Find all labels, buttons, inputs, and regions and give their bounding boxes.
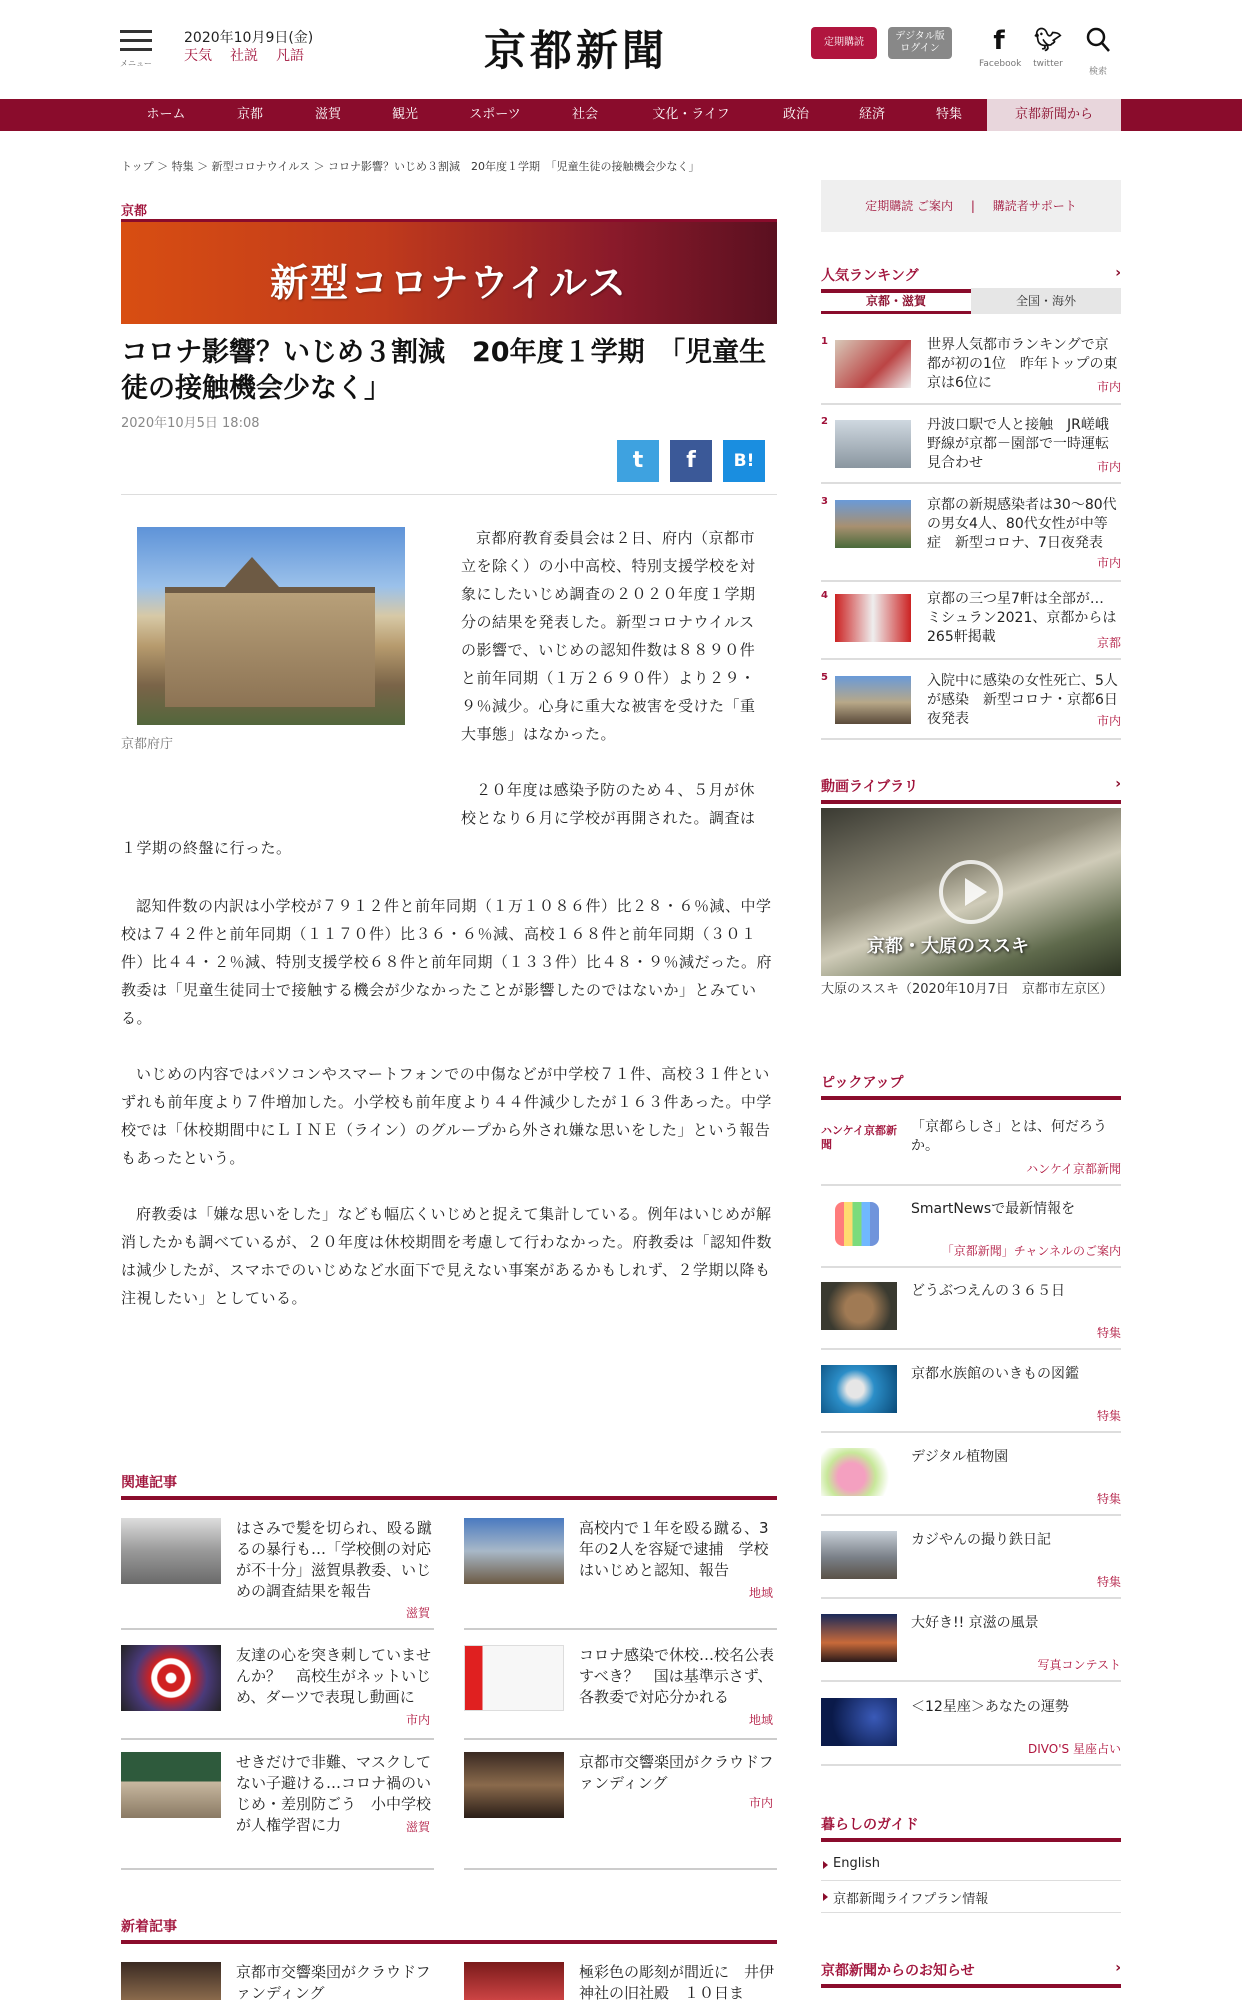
related-item-6[interactable]: 京都市交響楽団がクラウドファンディング: [579, 1753, 774, 1792]
pickup-item-2[interactable]: SmartNewsで最新情報を 「京都新聞」チャンネルのご案内: [821, 1200, 1121, 1260]
twitter-button[interactable]: [1028, 26, 1068, 69]
date-box: [184, 29, 322, 65]
related-tag-3: 市内: [406, 1713, 431, 1727]
chevron-right-icon: ›: [1115, 265, 1121, 281]
ranking-tabs: [821, 288, 1121, 314]
menu-label: メニュー: [120, 59, 152, 68]
new-thumb-1[interactable]: [121, 1962, 221, 2000]
related-tag-4: 地域: [749, 1713, 774, 1727]
related-thumb-6[interactable]: [464, 1752, 564, 1818]
facebook-label: Facebook: [979, 59, 1022, 69]
pickup-item-7[interactable]: 大好き!! 京滋の風景 写真コンテスト: [821, 1614, 1121, 1674]
paragraph-5: 府教委は「嫌な思いをした」なども幅広くいじめと捉えて集計している。例年はいじめが解消したかも調べているが、２０年度は休校期間を考慮して行わなかった。府教委は「認知件数は減少したが、スマホでのいじめなど水面下で見えない事案があるかもしれず、２学期以降も注視したい」としている。: [121, 1205, 773, 1307]
photo-caption: 京都府庁: [121, 737, 174, 752]
new-articles-heading: 新着記事: [121, 1916, 777, 1944]
living-guide-heading: 暮らしのガイド: [821, 1814, 1121, 1842]
weather-link[interactable]: 天気: [184, 48, 212, 64]
divider: [121, 494, 777, 495]
nav-home[interactable]: ホーム: [146, 107, 186, 122]
pickup-item-5[interactable]: デジタル植物園 特集: [821, 1448, 1121, 1508]
tab-national-world[interactable]: 全国・海外: [971, 288, 1121, 314]
related-thumb-4[interactable]: [464, 1645, 564, 1711]
digital-label: デジタル版: [895, 31, 945, 42]
twitter-share-icon: t: [632, 448, 644, 473]
related-tag-6: 市内: [749, 1796, 774, 1810]
site-header: [0, 0, 1242, 99]
divider: [821, 1880, 1121, 1881]
nav-society[interactable]: 社会: [571, 107, 598, 122]
divider: [464, 1868, 777, 1870]
new-item-2[interactable]: 極彩色の彫刻が間近に 井伊神社の旧社殿 １０日ま: [579, 1963, 775, 2000]
notices-heading[interactable]: 京都新聞からのお知らせ ›: [821, 1960, 1121, 1988]
search-icon: [1078, 26, 1118, 61]
nav-shiga[interactable]: 滋賀: [314, 107, 341, 122]
video-player[interactable]: [821, 808, 1121, 976]
publish-date: 2020年10月5日 18:08: [121, 416, 260, 431]
ranking-item-2[interactable]: 2 丹波口駅で人と接触 JR嵯峨野線が京都－園部で一時運転見合わせ 市内: [821, 416, 1121, 478]
editorial-link[interactable]: 社説: [230, 48, 258, 64]
section-label[interactable]: 京都: [121, 204, 148, 219]
divider: [464, 1738, 777, 1740]
subscription-box: [821, 180, 1121, 232]
related-thumb-3[interactable]: [121, 1645, 221, 1711]
pickup-item-3[interactable]: どうぶつえんの３６５日 特集: [821, 1282, 1121, 1342]
guide-lifeplan-link[interactable]: 京都新聞ライフプラン情報: [821, 1888, 1121, 1907]
related-tag-1: 滋賀: [406, 1606, 431, 1620]
facebook-button[interactable]: [979, 26, 1022, 69]
twitter-label: twitter: [1033, 59, 1063, 69]
breadcrumb[interactable]: トップ ＞ 特集 ＞ 新型コロナウイルス ＞ コロナ影響？いじめ３割減 20年度１学期 「児童生徒の接触機会少なく」: [121, 160, 700, 173]
ranking-item-5[interactable]: 5 入院中に感染の女性死亡、5人が感染 新型コロナ・京都6日夜発表 市内: [821, 672, 1121, 734]
paragraph-3: 認知件数の内訳は小学校が７９１２件と前年同期（１万１０８６件）比２８・６％減、中学校は７４２件と前年同期（１１７０件）比３６・６％減、高校１６８件と前年同期（３０１件）比４４・２％減、特別支援学校６８件と前年同期（１３３件）比４８・９％減だった。府教委は「児童生徒同士で接触する機会が少なかったことが影響したのではないか」とみている。: [121, 897, 773, 1027]
search-button[interactable]: [1078, 26, 1118, 77]
pickup-heading: ピックアップ: [821, 1072, 1121, 1100]
related-tag-5: 滋賀: [406, 1820, 431, 1834]
main-nav: [0, 99, 1242, 131]
divider: [821, 1912, 1121, 1913]
paragraph-2-tail: １学期の終盤に行った。: [121, 839, 292, 857]
related-item-4[interactable]: コロナ感染で休校…校名公表すべき？ 国は基準示さず、各教委で対応分かれる: [579, 1646, 775, 1706]
article-title: コロナ影響？いじめ３割減 20年度１学期 「児童生徒の接触機会少なく」: [121, 337, 767, 404]
digital-login-button[interactable]: [888, 27, 952, 59]
new-item-1[interactable]: 京都市交響楽団がクラウドファンディング: [236, 1963, 431, 2000]
twitter-icon: 🐦︎: [1034, 28, 1062, 53]
separator: |: [970, 199, 975, 213]
nav-politics[interactable]: 政治: [782, 107, 809, 122]
related-tag-2: 地域: [749, 1586, 774, 1600]
paragraph-2: ２０年度は感染予防のため４、５月が休 校となり６月に学校が再開された。調査は: [461, 781, 756, 827]
paragraph-4: いじめの内容ではパソコンやスマートフォンでの中傷などが中学校７１件、高校３１件といずれも前年度より７件増加した。小学校も前年度より４４件減少したが１６３件あった。中学校では「休校期間中にＬＩＮＥ（ライン）のグループから外され嫌な思いをした」という報告もあったという。: [121, 1065, 772, 1167]
smartnews-icon: [835, 1202, 879, 1246]
nav-culture[interactable]: 文化・ライフ: [652, 107, 730, 122]
related-item-1[interactable]: はさみで髪を切られ、殴る蹴るの暴行も…「学校側の対応が不十分」滋賀県教委、いじめの調査結果を報告: [236, 1519, 432, 1600]
divider: [121, 1628, 434, 1630]
site-logo[interactable]: 京都新聞: [484, 26, 669, 75]
related-item-5[interactable]: せきだけで非難、マスクしてない子避ける…コロナ禍のいじめ・差別防ごう 小中学校が人権学習に力: [236, 1753, 432, 1834]
hankei-logo: ハンケイ京都新聞: [821, 1118, 897, 1166]
share-twitter-button[interactable]: [617, 440, 659, 482]
divider: [121, 1738, 434, 1740]
pickup-item-1[interactable]: ハンケイ京都新聞 「京都らしさ」とは、何だろうか。 ハンケイ京都新聞: [821, 1118, 1121, 1178]
tab-kyoto-shiga[interactable]: 京都・滋賀: [821, 288, 971, 314]
related-thumb-2[interactable]: [464, 1518, 564, 1584]
reader-support-link[interactable]: 購読者サポート: [992, 199, 1077, 213]
share-hatena-button[interactable]: [723, 440, 765, 482]
chevron-right-icon: ›: [1115, 776, 1121, 792]
subscribe-button[interactable]: 定期購読: [811, 27, 877, 59]
topic-banner[interactable]: [121, 219, 777, 324]
related-heading: 関連記事: [121, 1472, 777, 1500]
facebook-icon: f: [993, 26, 1005, 56]
ranking-item-1[interactable]: 1 世界人気都市ランキングで京都が初の1位 昨年トップの東京は6位に 市内: [821, 336, 1121, 398]
divider: [121, 1868, 434, 1870]
video-overlay-title: 京都・大原のススキ: [867, 936, 1029, 957]
subscribe-info-link[interactable]: 定期購読 ご案内: [865, 199, 954, 213]
ranking-heading[interactable]: 人気ランキング ›: [821, 265, 1121, 293]
login-label: ログイン: [900, 43, 940, 54]
bongo-link[interactable]: 凡語: [276, 48, 304, 64]
related-thumb-5[interactable]: [121, 1752, 221, 1818]
share-facebook-button[interactable]: [670, 440, 712, 482]
banner-text: 新型コロナウイルス: [270, 260, 628, 305]
video-caption: 大原のススキ（2020年10月7日 京都市左京区）: [821, 982, 1113, 997]
guide-english-link[interactable]: English: [821, 1856, 1121, 1871]
nav-economy[interactable]: 経済: [858, 107, 885, 122]
kyoto-prefectural-office-photo[interactable]: [137, 527, 405, 725]
nav-from-kyoto-shimbun[interactable]: 京都新聞から: [987, 99, 1121, 131]
nav-sports[interactable]: スポーツ: [469, 107, 521, 122]
nav-kyoto[interactable]: 京都: [236, 107, 263, 122]
ranking-item-4[interactable]: 4 京都の三つ星7軒は全部が… ミシュラン2021、京都からは265軒掲載 京都: [821, 590, 1121, 652]
search-label: 検索: [1088, 67, 1107, 77]
divider: [464, 1628, 777, 1630]
video-library-heading[interactable]: 動画ライブラリ ›: [821, 776, 1121, 804]
pickup-item-4[interactable]: 京都水族館のいきもの図鑑 特集: [821, 1365, 1121, 1425]
ranking-item-3[interactable]: 3 京都の新規感染者は30～80代の男女4人、80代女性が中等症 新型コロナ、7日夜発表 市内: [821, 496, 1121, 576]
nav-features[interactable]: 特集: [935, 107, 962, 122]
current-date: 2020年10月9日(金): [184, 30, 314, 46]
nav-tourism[interactable]: 観光: [391, 107, 418, 122]
pickup-item-6[interactable]: カジやんの撮り鉄日記 特集: [821, 1531, 1121, 1591]
related-item-2[interactable]: 高校内で１年を殴る蹴る、3年の2人を容疑で逮捕 学校はいじめと認知、報告: [579, 1519, 769, 1579]
play-icon[interactable]: [939, 860, 1003, 924]
paragraph-1: 京都府教育委員会は２日、府内（京都市 立を除く）の小中高校、特別支援学校を対 象にしたいじめ調査の２０２０年度１学期 分の結果を発表した。新型コロナウイルス の影響で、いじめの認知件数は８８９０件 と前年同期（１万２６９０件）より２９・ ９％減少。心身に重大な被害を受けた「重 大事態」はなかった。: [461, 529, 756, 743]
related-item-3[interactable]: 友達の心を突き刺していませんか？ 高校生がネットいじめ、ダーツで表現し動画に: [236, 1646, 432, 1706]
chevron-right-icon: ›: [1115, 1960, 1121, 1976]
hatena-share-icon: B!: [733, 451, 755, 471]
new-thumb-2[interactable]: [464, 1962, 564, 2000]
pickup-item-8[interactable]: ＜12星座＞あなたの運勢 DIVO'S 星座占い: [821, 1698, 1121, 1758]
related-thumb-1[interactable]: [121, 1518, 221, 1584]
menu-icon[interactable]: [120, 30, 152, 68]
facebook-share-icon: f: [686, 448, 696, 473]
